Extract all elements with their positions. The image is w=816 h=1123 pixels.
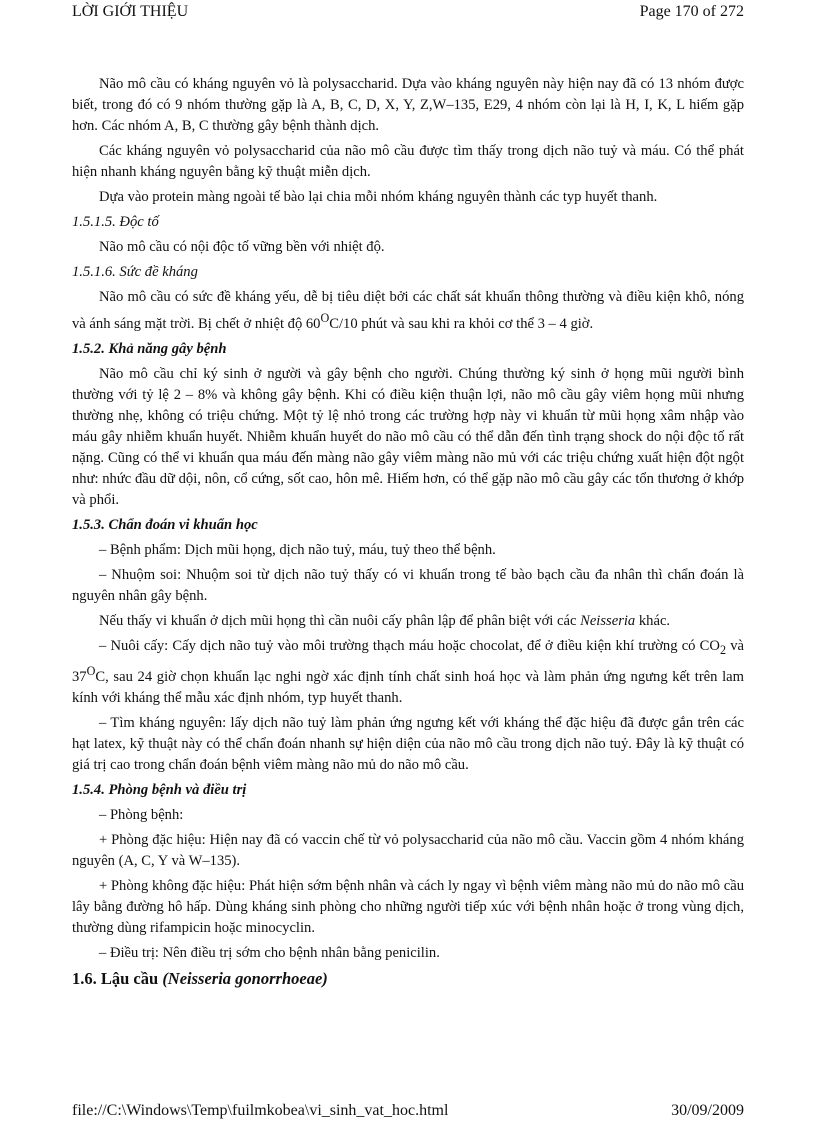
text-part: và 37 <box>72 637 744 685</box>
heading-16-label: 1.6. Lậu cầu <box>72 968 163 988</box>
paragraph-treatment: – Điều trị: Nên điều trị sớm cho bệnh nhân bằng penicilin. <box>99 944 440 961</box>
text-part: C, sau 24 giờ chọn khuẩn lạc nghi ngờ xác định tính chất sinh hoá học và làm phản ứng ngưng kết trên lam kính với kháng thể mẫu xác định nhóm, typ huyết thanh. <box>72 668 744 706</box>
document-body <box>72 74 744 993</box>
paragraph-polysaccharid: Các kháng nguyên vỏ polysaccharid của não mô cầu được tìm thấy trong dịch não tuỷ và máu. Có thể phát hiện nhanh kháng nguyên bằng kỹ thuật miễn dịch. <box>72 143 744 180</box>
text-part: – Nuôi cấy: Cấy dịch não tuỷ vào môi trường thạch máu hoặc chocolat, để ở điều kiện khí trường có CO <box>99 637 720 654</box>
footer-file-path: file://C:\Windows\Temp\fuilmkobea\vi_sinh_vat_hoc.html <box>72 1102 449 1119</box>
heading-153: 1.5.3. Chẩn đoán vi khuẩn học <box>72 516 258 533</box>
heading-16-species: (Neisseria gonorrhoeae) <box>162 968 328 988</box>
paragraph-protein: Dựa vào protein màng ngoài tế bào lại chia mỗi nhóm kháng nguyên thành các typ huyết thanh. <box>99 189 658 205</box>
heading-1515: 1.5.1.5. Độc tố <box>72 214 159 230</box>
text-part: Nếu thấy vi khuẩn ở dịch mũi họng thì cần nuôi cấy phân lập để phân biệt với các <box>99 612 581 629</box>
paragraph-resistance <box>72 287 744 335</box>
subscript: 2 <box>719 642 727 657</box>
paragraph-culture <box>72 636 744 709</box>
heading-154: 1.5.4. Phòng bệnh và điều trị <box>72 781 247 798</box>
paragraph-staining: – Nhuộm soi: Nhuộm soi từ dịch não tuỷ thấy có vi khuẩn trong tế bào bạch cầu đa nhân thì chẩn đoán là nguyên nhân gây bệnh. <box>72 566 744 604</box>
paragraph-antigen-groups: Não mô cầu có kháng nguyên vỏ là polysaccharid. Dựa vào kháng nguyên này hiện nay đã có 13 nhóm được biết, trong đó có 9 nhóm thường gặp là A, B, C, D, X, Y, Z,W–135, E29, 4 nhóm còn lại là H, I, K, L hiếm gặp hơn. Các nhóm A, B, C thường gây bệnh thành dịch. <box>72 76 744 134</box>
italic-term: Neisseria <box>580 612 636 629</box>
paragraph-toxin: Não mô cầu có nội độc tố vững bền với nhiệt độ. <box>99 239 385 255</box>
header-title: LỜI GIỚI THIỆU <box>72 3 189 20</box>
text-part: Não mô cầu có sức đề kháng yếu, dễ bị tiêu diệt bởi các chất sát khuẩn thông thường và điều kiện khô, nóng và ánh sáng mặt trời. Bị chết ở nhiệt độ 60 <box>72 289 744 332</box>
superscript: O <box>86 663 96 678</box>
paragraph-specimen: – Bệnh phẩm: Dịch mũi họng, dịch não tuỷ, máu, tuỷ theo thể bệnh. <box>99 541 496 558</box>
footer-date: 30/09/2009 <box>671 1102 744 1119</box>
heading-1516: 1.5.1.6. Sức đề kháng <box>72 264 198 280</box>
paragraph-neisseria <box>72 611 744 632</box>
superscript: O <box>320 311 330 325</box>
heading-16 <box>72 968 744 989</box>
text-part: khác. <box>635 612 671 629</box>
paragraph-nonspecific-prevention: + Phòng không đặc hiệu: Phát hiện sớm bệnh nhân và cách ly ngay vì bệnh viêm màng não mủ do não mô cầu lây bằng đường hô hấp. Dùng kháng sinh phòng cho những người tiếp xúc với bệnh nhân hoặc ở trong vùng dịch, thường dùng rifampicin hoặc minocyclin. <box>72 877 744 936</box>
paragraph-specific-prevention: + Phòng đặc hiệu: Hiện nay đã có vaccin chế từ vỏ polysaccharid của não mô cầu. Vaccin gồm 4 nhóm kháng nguyên (A, C, Y và W–135). <box>72 831 744 869</box>
paragraph-prevention: – Phòng bệnh: <box>99 806 184 823</box>
paragraph-pathogenicity: Não mô cầu chỉ ký sinh ở người và gây bệnh cho người. Chúng thường ký sinh ở họng mũi người bình thường với tỷ lệ 2 – 8% và không gây bệnh. Khi có điều kiện thuận lợi, não mô cầu gây viêm họng mũi nhưng thường nhẹ, không có triệu chứng. Một tỷ lệ nhỏ trong các trường hợp này vi khuẩn từ mũi họng xâm nhập vào máu gây nhiễm khuẩn huyết. Nhiễm khuẩn huyết do não mô cầu có thể dẫn đến tình trạng shock do nội độc tố rất nặng. Cũng có thể vi khuẩn qua máu đến màng não gây viêm màng não mủ với các triệu chứng xuất hiện đột ngột như: nhức đầu dữ dội, nôn, cổ cứng, sốt cao, hôn mê. Hiếm hơn, có thể gặp não mô cầu gây các tổn thương ở khớp và phổi. <box>72 365 744 508</box>
page-number: Page 170 of 272 <box>639 3 744 20</box>
paragraph-antigen-test: – Tìm kháng nguyên: lấy dịch não tuỷ làm phản ứng ngưng kết với kháng thể đặc hiệu đã được gắn trên các hạt latex, kỹ thuật này có thể chẩn đoán nhanh sự hiện diện của não mô cầu trong dịch não tuỷ. Đây là kỹ thuật có giá trị cao trong chẩn đoán bệnh viêm màng não mủ do não mô cầu. <box>72 714 744 773</box>
text-part: C/10 phút và sau khi ra khỏi cơ thể 3 – 4 giờ. <box>329 315 594 332</box>
heading-152: 1.5.2. Khả năng gây bệnh <box>72 340 227 357</box>
